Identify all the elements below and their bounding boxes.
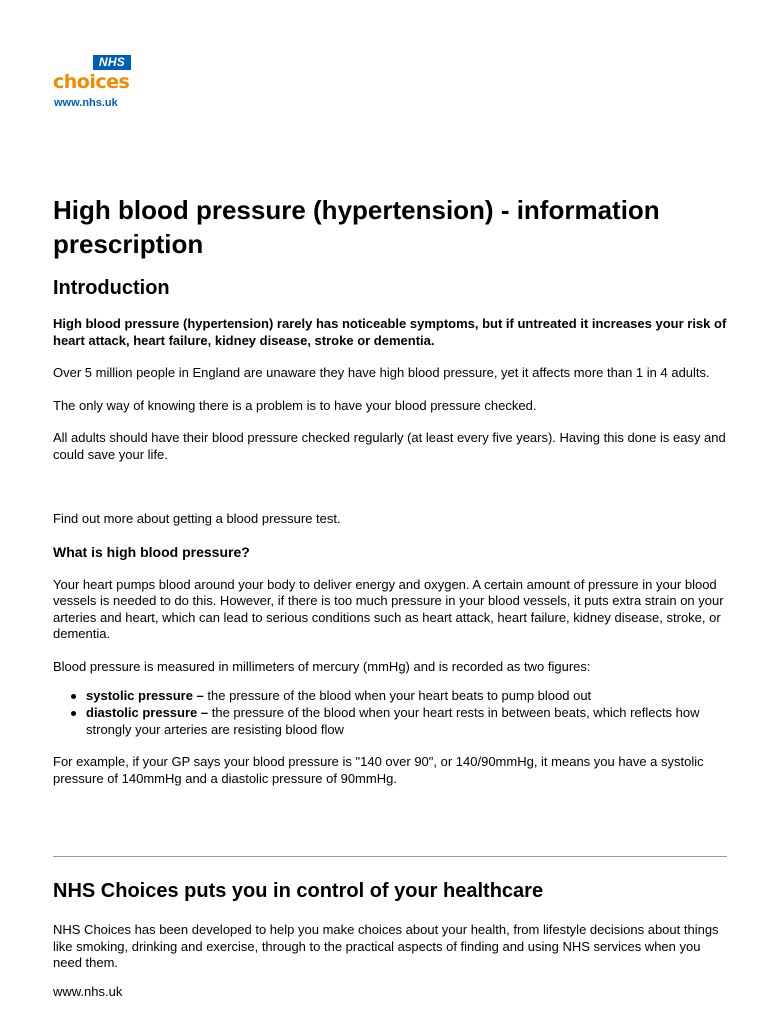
intro-paragraph: The only way of knowing there is a problem is to have your blood pressure checked. bbox=[53, 397, 537, 413]
nhs-choices-logo[interactable] bbox=[53, 55, 133, 113]
page-title: High blood pressure (hypertension) - information prescription bbox=[53, 195, 660, 259]
pressure-list bbox=[53, 687, 727, 738]
body-paragraph: Blood pressure is measured in millimeters of mercury (mmHg) and is recorded as two figures: bbox=[53, 658, 591, 674]
bullet-icon bbox=[71, 694, 76, 699]
body-paragraph: Your heart pumps blood around your body to deliver energy and oxygen. A certain amount of pressure in your blood vessels is needed to do this. However, if there is too much pressure in your blood vessels, it puts extra strain on your arteries and heart, which can lead to serious conditions such as heart attack, heart failure, kidney disease, stroke, or dementia. bbox=[53, 576, 724, 641]
list-item-term: diastolic pressure – bbox=[86, 705, 209, 720]
what-is-heading: What is high blood pressure? bbox=[53, 543, 250, 560]
list-item-text: the pressure of the blood when your heart rests in between beats, which reflects how strongly your arteries are resisting blood flow bbox=[86, 705, 700, 737]
list-item bbox=[53, 704, 727, 738]
list-item-term: systolic pressure – bbox=[86, 688, 204, 703]
bullet-icon bbox=[71, 711, 76, 716]
nhs-badge: NHS bbox=[93, 55, 131, 70]
introduction-heading: Introduction bbox=[53, 277, 170, 299]
list-item-text: the pressure of the blood when your heart beats to pump blood out bbox=[203, 688, 592, 703]
main-content bbox=[53, 193, 727, 787]
logo-url: www.nhs.uk bbox=[54, 97, 118, 109]
choices-wordmark: choices bbox=[53, 71, 130, 93]
footer-heading: NHS Choices puts you in control of your healthcare bbox=[53, 880, 544, 902]
intro-paragraph: All adults should have their blood pressure checked regularly (at least every five years). Having this done is easy and could save your life. bbox=[53, 430, 726, 462]
footer-section bbox=[53, 878, 727, 1000]
section-divider bbox=[53, 856, 727, 857]
intro-lead-paragraph: High blood pressure (hypertension) rarely has noticeable symptoms, but if untreated it increases your risk of heart attack, heart failure, kidney disease, stroke or dementia. bbox=[53, 316, 727, 348]
footer-paragraph: NHS Choices has been developed to help you make choices about your health, from lifestyle decisions about things like smoking, drinking and exercise, through to the practical aspects of finding and using NHS services when you need them. bbox=[53, 922, 719, 970]
list-item bbox=[53, 687, 727, 704]
intro-paragraph: Over 5 million people in England are unaware they have high blood pressure, yet it affects more than 1 in 4 adults. bbox=[53, 365, 710, 380]
footer-url-link[interactable]: www.nhs.uk bbox=[53, 983, 123, 999]
body-paragraph: For example, if your GP says your blood pressure is "140 over 90", or 140/90mmHg, it means you have a systolic pressure of 140mmHg and a diastolic pressure of 90mmHg. bbox=[53, 754, 704, 786]
blood-pressure-test-link[interactable]: Find out more about getting a blood pressure test. bbox=[53, 511, 341, 526]
